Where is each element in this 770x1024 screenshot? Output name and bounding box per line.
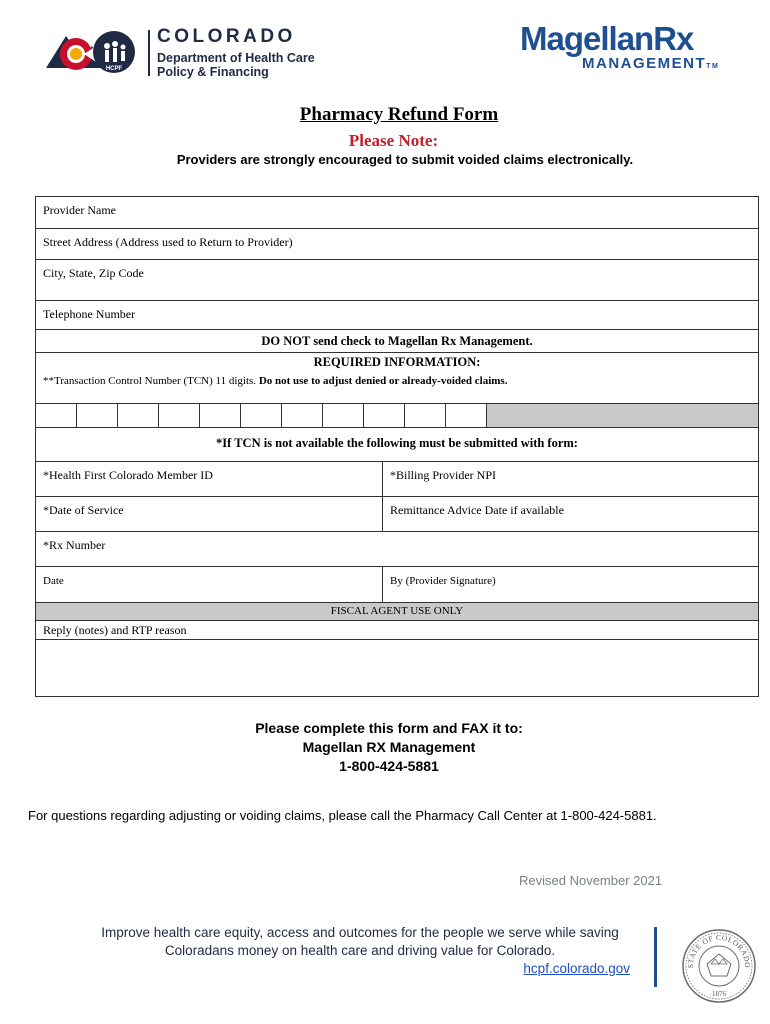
tcn-digit-box[interactable] — [241, 404, 282, 427]
tcn-digit-box[interactable] — [36, 404, 77, 427]
magellan-logo — [520, 22, 719, 75]
date-label: Date — [43, 575, 64, 587]
tcn-prefix: **Transaction Control Number (TCN) 11 digits. — [43, 375, 259, 387]
provider-signature-field[interactable] — [383, 567, 758, 602]
tcn-instructions — [43, 375, 507, 387]
questions-text: For questions regarding adjusting or voiding claims, please call the Pharmacy Call Center at 1-800-424-5881. — [28, 808, 657, 823]
required-info-text: REQUIRED INFORMATION: — [313, 355, 481, 369]
billing-npi-label: *Billing Provider NPI — [390, 468, 497, 482]
street-address-field[interactable] — [36, 229, 758, 260]
fax-line-2: Magellan RX Management — [302, 739, 476, 755]
rx-number-field[interactable] — [36, 532, 758, 567]
street-address-label: Street Address (Address used to Return to Provider) — [43, 235, 293, 249]
hcpf-website-link[interactable]: hcpf.colorado.gov — [523, 961, 630, 976]
magellan-tm: TM — [706, 63, 720, 70]
please-note: Please Note: — [348, 131, 439, 150]
reply-notes-field[interactable] — [36, 640, 758, 696]
if-tcn-text: *If TCN is not available the following must be submitted with form: — [216, 436, 578, 450]
do-not-send-row — [36, 330, 758, 353]
if-tcn-row — [36, 428, 758, 462]
department-line-1: Department of Health Care — [157, 51, 315, 65]
rx-number-label: *Rx Number — [43, 538, 106, 552]
service-remittance-row — [36, 497, 758, 532]
footer-accent-bar — [654, 927, 657, 987]
city-state-zip-label: City, State, Zip Code — [43, 266, 144, 280]
member-id-field[interactable] — [36, 462, 383, 496]
remittance-date-field[interactable] — [383, 497, 758, 531]
tcn-digit-row — [36, 404, 758, 428]
tcn-digit-box[interactable] — [118, 404, 159, 427]
city-state-zip-field[interactable] — [36, 260, 758, 301]
mission-line-1: Improve health care equity, access and outcomes for the people we serve while saving — [101, 925, 619, 940]
tcn-digit-box[interactable] — [77, 404, 118, 427]
tcn-digit-box[interactable] — [282, 404, 323, 427]
magellan-title: MagellanRx — [520, 20, 694, 57]
reply-label-row — [36, 621, 758, 640]
state-seal — [681, 928, 757, 1004]
tcn-digit-box[interactable] — [323, 404, 364, 427]
colorado-wordmark — [157, 26, 315, 79]
hcpf-badge-text: HCPF — [105, 66, 123, 72]
refund-form-table — [35, 196, 759, 697]
department-line-2: Policy & Financing — [157, 65, 269, 79]
member-npi-row — [36, 462, 758, 497]
provider-signature-label: By (Provider Signature) — [390, 575, 496, 587]
fax-line-1: Please complete this form and FAX it to: — [255, 720, 523, 736]
fax-number: 1-800-424-5881 — [339, 758, 439, 774]
revised-date: Revised November 2021 — [519, 873, 663, 888]
magellan-management: MANAGEMENT — [582, 55, 707, 72]
remittance-date-label: Remittance Advice Date if available — [390, 503, 564, 517]
billing-npi-field[interactable] — [383, 462, 758, 496]
mission-line-2: Coloradans money on health care and driving value for Colorado. — [164, 943, 556, 958]
date-signature-row — [36, 567, 758, 603]
date-of-service-label: *Date of Service — [43, 503, 124, 517]
colorado-title: COLORADO — [157, 26, 296, 47]
date-field[interactable] — [36, 567, 383, 602]
tcn-instructions-row — [36, 371, 758, 404]
provider-name-field[interactable] — [36, 197, 758, 229]
member-id-label: *Health First Colorado Member ID — [43, 468, 213, 482]
tcn-digit-box[interactable] — [446, 404, 487, 427]
tcn-digit-boxes — [36, 404, 487, 427]
tcn-unused-fill — [487, 404, 758, 427]
required-info-row — [36, 353, 758, 371]
tcn-digit-box[interactable] — [159, 404, 200, 427]
seal-year: 1876 — [712, 990, 726, 998]
tcn-digit-box[interactable] — [200, 404, 241, 427]
tcn-digit-box[interactable] — [405, 404, 446, 427]
date-of-service-field[interactable] — [36, 497, 383, 531]
do-not-send-text: DO NOT send check to Magellan Rx Management. — [261, 334, 533, 348]
reply-label: Reply (notes) and RTP reason — [43, 623, 187, 637]
mission-statement — [60, 924, 660, 978]
header-divider — [148, 30, 150, 76]
fiscal-agent-row — [36, 603, 758, 621]
tcn-digit-box[interactable] — [364, 404, 405, 427]
telephone-label: Telephone Number — [43, 307, 136, 321]
provider-name-label: Provider Name — [43, 203, 116, 217]
encourage-text: Providers are strongly encouraged to submit voided claims electronically. — [176, 152, 634, 167]
fax-instructions — [0, 719, 770, 776]
colorado-logo — [44, 28, 136, 76]
telephone-field[interactable] — [36, 301, 758, 330]
page-title: Pharmacy Refund Form — [299, 104, 499, 125]
tcn-warning: Do not use to adjust denied or already-voided claims. — [258, 375, 508, 387]
magellan-subtitle — [582, 56, 719, 75]
seal-top-text: STATE OF COLORADO — [685, 932, 753, 969]
fiscal-agent-text: FISCAL AGENT USE ONLY — [330, 605, 464, 617]
